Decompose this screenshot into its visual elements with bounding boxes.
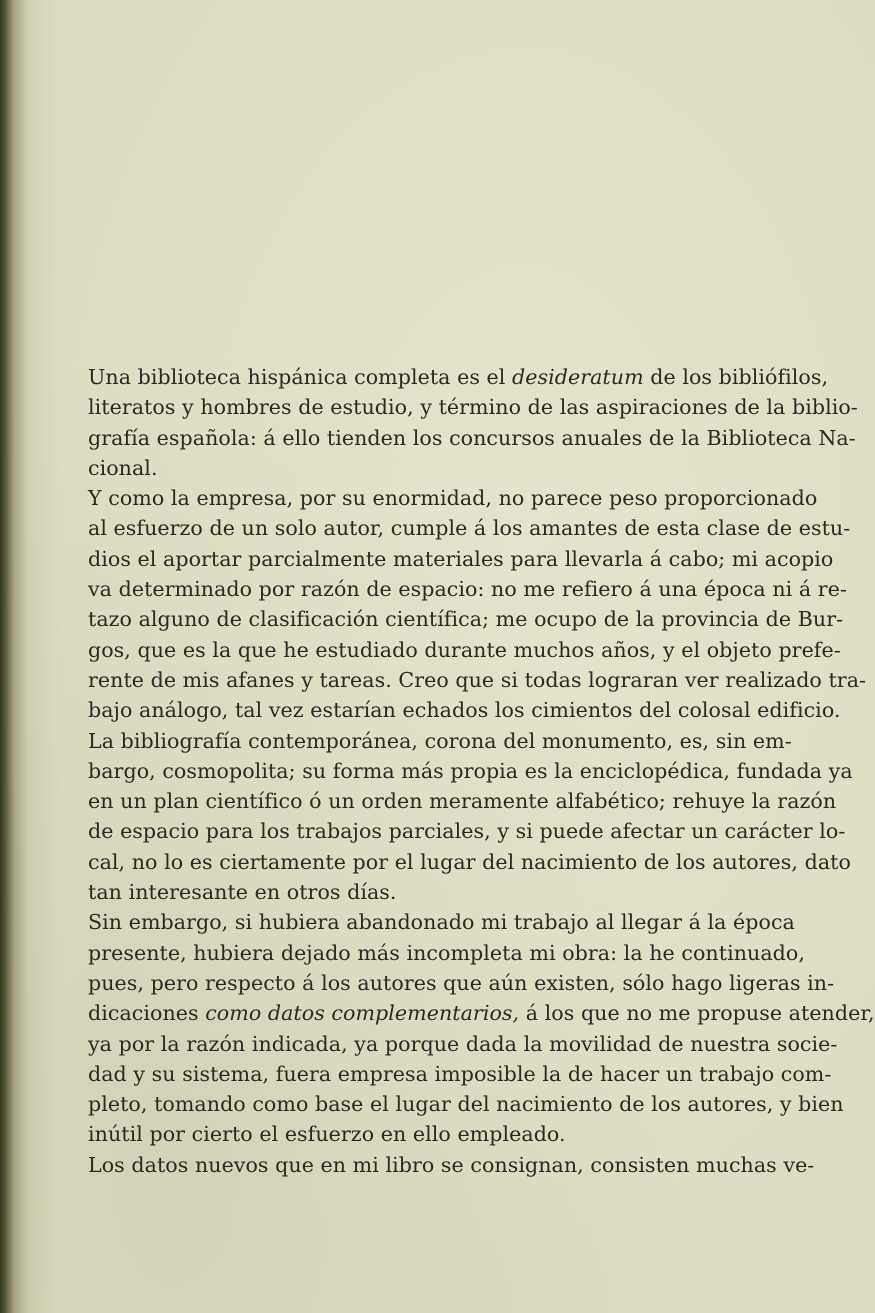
- text-line: bajo análogo, tal vez estarían echados los cimientos del colosal edificio.: [88, 698, 841, 723]
- text-line: La bibliografía contemporánea, corona del monumento, es, sin em-: [88, 728, 792, 753]
- text-line: pleto, tomando como base el lugar del nacimiento de los autores, y bien: [88, 1092, 844, 1117]
- text-line: Los datos nuevos que en mi libro se consignan, consisten muchas ve-: [88, 1152, 815, 1177]
- text-line: literatos y hombres de estudio, y término de las aspiraciones de la biblio-: [88, 395, 858, 420]
- text-line: tan interesante en otros días.: [88, 880, 397, 905]
- italic-term: como datos complementarios,: [205, 1001, 520, 1026]
- text-line: Una biblioteca hispánica completa es el desideratum de los bibliófilos,: [88, 365, 829, 389]
- text-line: al esfuerzo de un solo autor, cumple á los amantes de esta clase de estu-: [88, 516, 851, 541]
- text-line: va determinado por razón de espacio: no me refiero á una época ni á re-: [88, 577, 847, 602]
- text-line: Y como la empresa, por su enormidad, no parece peso proporcionado: [88, 486, 818, 511]
- italic-term: desideratum: [512, 365, 644, 389]
- text-line: pues, pero respecto á los autores que aún existen, sólo hago ligeras in-: [88, 970, 835, 995]
- text-line: tazo alguno de clasificación científica; me ocupo de la provincia de Bur-: [88, 607, 844, 632]
- text-line: presente, hubiera dejado más incompleta mi obra: la he continuado,: [88, 940, 805, 965]
- text-line: en un plan científico ó un orden meramente alfabético; rehuye la razón: [88, 789, 837, 814]
- page-body: [88, 362, 875, 1180]
- text-line: dios el aportar parcialmente materiales para llevarla á cabo; mi acopio: [88, 546, 834, 571]
- text-line: dicaciones como datos complementarios, á los que no me propuse atender,: [88, 1001, 875, 1026]
- text-line: bargo, cosmopolita; su forma más propia es la enciclopédica, fundada ya: [88, 758, 853, 783]
- text-line: grafía española: á ello tienden los concursos anuales de la Biblioteca Na-: [88, 425, 856, 450]
- text-line: gos, que es la que he estudiado durante muchos años, y el objeto prefe-: [88, 637, 841, 662]
- text-line: ya por la razón indicada, ya porque dada la movilidad de nuestra socie-: [88, 1031, 838, 1056]
- text-line: inútil por cierto el esfuerzo en ello empleado.: [88, 1122, 566, 1147]
- text-line: cal, no lo es ciertamente por el lugar del nacimiento de los autores, dato: [88, 849, 851, 874]
- text-line: de espacio para los trabajos parciales, y si puede afectar un carácter lo-: [88, 819, 846, 844]
- text-line: cional.: [88, 455, 158, 480]
- text-line: dad y su sistema, fuera empresa imposible la de hacer un trabajo com-: [88, 1061, 832, 1086]
- text-line: rente de mis afanes y tareas. Creo que si todas lograran ver realizado tra-: [88, 667, 867, 692]
- text-line: Sin embargo, si hubiera abandonado mi trabajo al llegar á la época: [88, 910, 795, 935]
- page-spine-shadow: [0, 0, 60, 1313]
